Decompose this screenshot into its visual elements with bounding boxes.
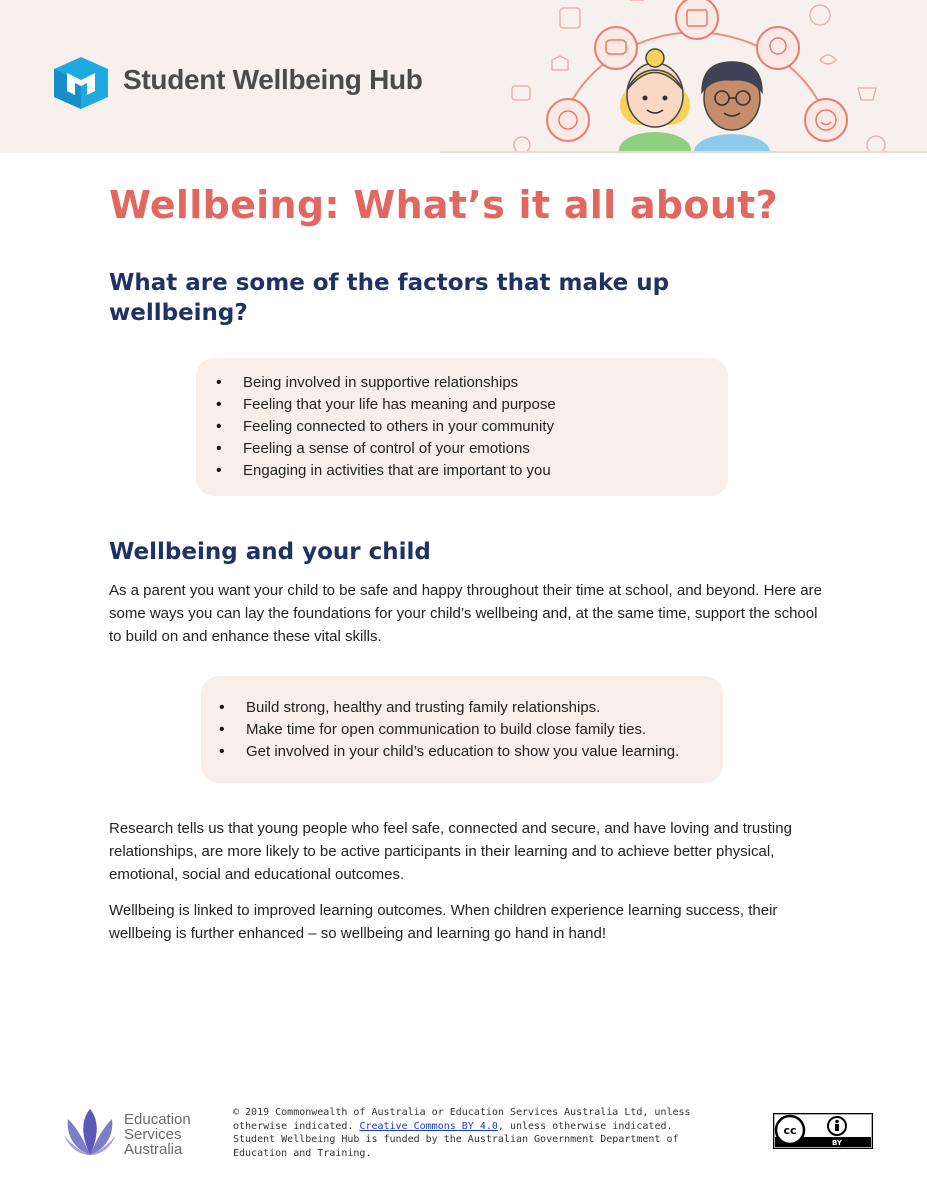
research-paragraph: Research tells us that young people who feel safe, connected and secure, and have loving and trusting relationships, are more likely to be active participants in their learning and to achieve better physical, emotional, social and educational outcomes. [109,820,792,883]
creative-commons-link[interactable]: Creative Commons BY 4.0 [359,1120,498,1132]
outcomes-paragraph: Wellbeing is linked to improved learning outcomes. When children experience learning success, their wellbeing is further enhanced – so wellbeing and learning go hand in hand! [109,902,778,942]
list-item: • Feeling a sense of control of your emotions [215,438,728,460]
tips-box [201,676,723,783]
factors-list [196,358,728,482]
list-item: • Feeling connected to others in your community [215,416,728,438]
student-wellbeing-hub-logo-icon [52,55,110,111]
org-line: Australia [124,1141,183,1158]
list-item: • Make time for open communication to build close family ties. [218,719,723,741]
cc-by-license-badge-icon [773,1113,873,1149]
section-heading-factors: What are some of the factors that make up wellbeing? [109,270,670,326]
list-item: • Being involved in supportive relationships [215,372,728,394]
copyright-text-start: © 2019 Commonwealth of Australia or Education Services Australia Ltd, unless otherwise indicated. [233,1107,691,1132]
page-header [0,0,927,153]
intro-paragraph: As a parent you want your child to be safe and happy throughout their time at school, and beyond. Here are some ways you can lay the foundations for your child’s wellbeing and, at the same time, support the school to build on and enhance these vital skills. [109,582,822,645]
footer-org-name [124,1112,214,1157]
education-services-australia-logo-icon [62,1105,118,1159]
header-illustration [500,0,927,153]
cc-badge-text: BY [831,1139,843,1147]
copyright-text-end: , unless otherwise indicated. Student Wellbeing Hub is funded by the Australian Government Department of Education and Training. [233,1120,679,1159]
page-title: Wellbeing: What’s it all about? [109,183,778,227]
factors-box [196,358,728,496]
list-item: • Feeling that your life has meaning and purpose [215,394,728,416]
copyright-notice [233,1106,703,1160]
header-divider [440,151,927,153]
tips-list [201,676,723,763]
section-heading-child: Wellbeing and your child [109,539,431,565]
svg-text:cc: cc [783,1124,797,1137]
list-item: • Build strong, healthy and trusting family relationships. [218,697,723,719]
org-line: Education [124,1111,191,1128]
list-item: • Engaging in activities that are important to you [215,460,728,482]
org-line: Services [124,1126,182,1143]
list-item: • Get involved in your child’s education to show you value learning. [218,741,723,763]
brand-name: Student Wellbeing Hub [123,64,423,95]
